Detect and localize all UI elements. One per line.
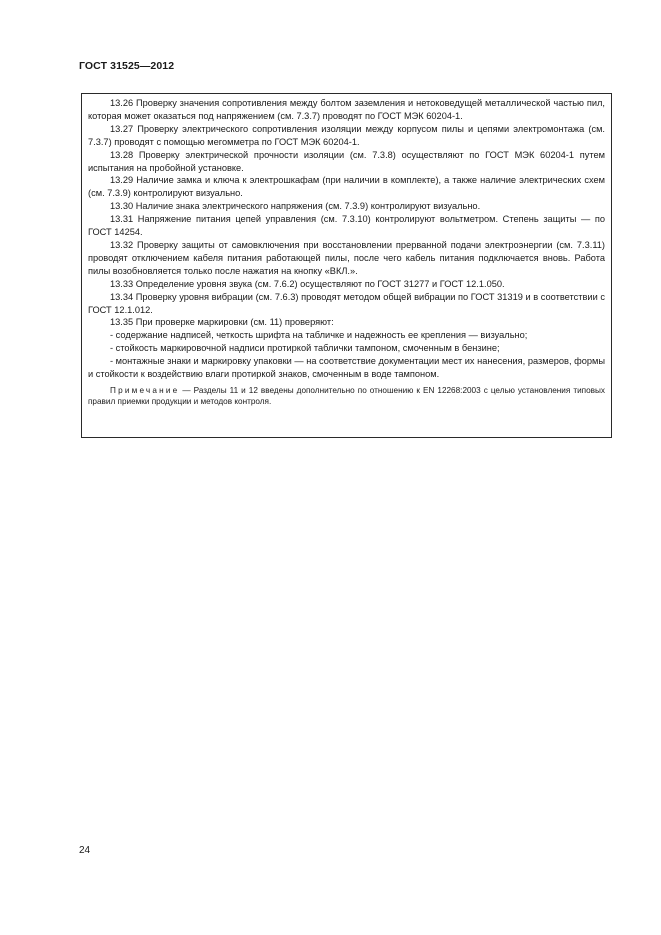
note-text: — Разделы 11 и 12 введены дополнительно по отношению к EN 12268:2003 с целью установления типовых правил приемки продукции и методов контроля. — [88, 385, 605, 407]
paragraph-13-28: 13.28 Проверку электрической прочности изоляции (см. 7.3.8) осуществляют по ГОСТ МЭК 60204-1 путем испытания на пробойной установке. — [88, 149, 605, 173]
page-number: 24 — [79, 845, 91, 856]
list-item: - монтажные знаки и маркировку упаковки — на соответствие документации мест их нанесения, размеров, формы и стойкости к воздействию влаги протиркой знаков, смоченным в воде тампоном. — [88, 356, 606, 380]
document-header: ГОСТ 31525—2012 — [79, 60, 175, 72]
paragraph-13-26: 13.26 Проверку значения сопротивления между болтом заземления и нетоковедущей металлической частью пил, которая может оказаться под напряжением (см. 7.3.7) проводят по ГОСТ МЭК 60204-1. — [88, 98, 605, 121]
list-item: - стойкость маркировочной надписи протиркой таблички тампоном, смоченным в бензине; — [110, 343, 500, 354]
paragraph-13-30: 13.30 Наличие знака электрического напряжения (см. 7.3.9) контролируют визуально. — [110, 201, 481, 212]
paragraph-13-31: 13.31 Напряжение питания цепей управления (см. 7.3.10) контролируют вольтметром. Степень защиты — по ГОСТ 14254. — [88, 214, 605, 238]
paragraph-13-29: 13.29 Наличие замка и ключа к электрошкафам (при наличии в комплекте), а также наличие электрических схем (см. 7.3.9) контролируют визуально. — [88, 175, 605, 199]
paragraph-13-35: 13.35 При проверке маркировки (см. 11) проверяют: — [110, 317, 334, 328]
paragraph-13-32: 13.32 Проверку защиты от самовключения при восстановлении прерванной подачи электроэнергии (см. 7.3.11) проводят отключением кабеля питания работающей пилы, после чего кабель питания подключается вновь. Работа пилы возобновляется только после нажатия на кнопку «ВКЛ.». — [88, 239, 605, 276]
paragraph-13-34: 13.34 Проверку уровня вибрации (см. 7.6.3) проводят методом общей вибрации по ГОСТ 31319 и в соответствии с ГОСТ 12.1.012. — [88, 291, 605, 315]
note-label: Примечание — [110, 385, 180, 395]
paragraph-13-27: 13.27 Проверку электрического сопротивления изоляции между корпусом пилы и цепями электромонтажа (см. 7.3.7) проводят с помощью мегомметра по ГОСТ МЭК 60204-1. — [88, 123, 605, 147]
list-item: - содержание надписей, четкость шрифта на табличке и надежность ее крепления — визуально; — [110, 330, 528, 341]
paragraph-13-33: 13.33 Определение уровня звука (см. 7.6.2) осуществляют по ГОСТ 31277 и ГОСТ 12.1.050. — [110, 278, 505, 289]
note — [88, 385, 605, 408]
content-frame — [81, 93, 612, 438]
